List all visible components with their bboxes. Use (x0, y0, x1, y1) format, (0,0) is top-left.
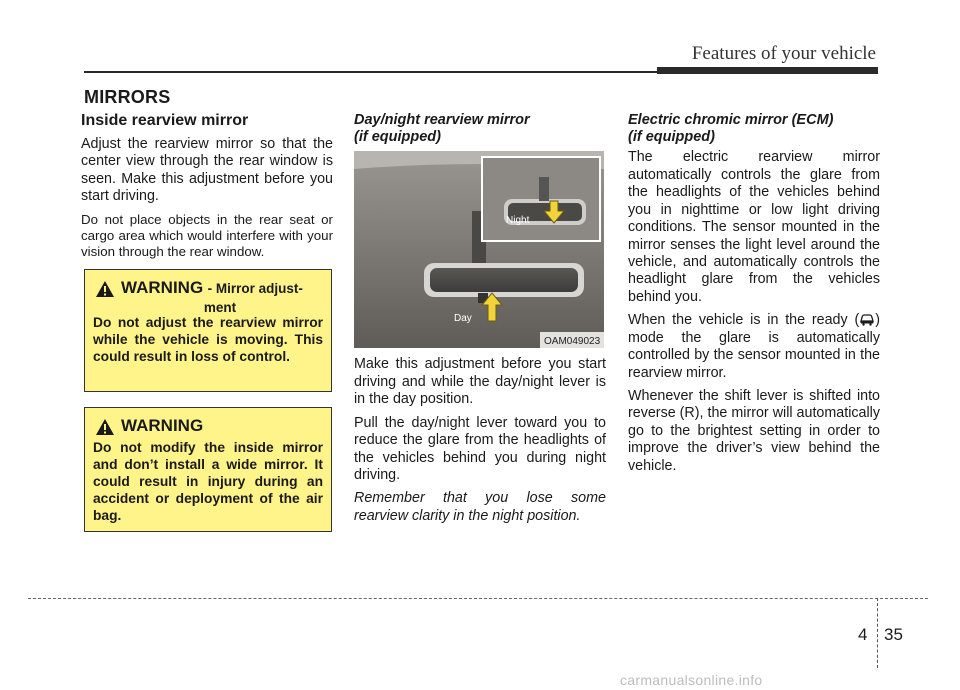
paragraph (628, 312, 880, 382)
warning-box-mirror-adjustment (84, 269, 332, 392)
footer-rule (28, 598, 928, 599)
warning-box-mirror-modify (84, 407, 332, 532)
subsection-heading (354, 112, 606, 145)
subsection-heading: Inside rearview mirror (81, 112, 249, 129)
warning-triangle-icon (95, 418, 115, 436)
paragraph: Whenever the shift lever is shifted into reverse (R), the mirror will automatically go to the brightest setting in order to improve the driver’s view behind the vehicle. (628, 388, 880, 474)
ready-car-icon (859, 312, 875, 326)
column-day-night-mirror (354, 112, 606, 531)
note-paragraph: Remember that you lose some rearview clarity in the night position. (354, 490, 606, 524)
warning-text: Do not adjust the rearview mirror while the vehicle is moving. This could result in loss of control. (93, 315, 323, 364)
rearview-mirror-illustration (354, 151, 604, 348)
paragraph: Make this adjustment before you start driving and while the day/night lever is in the day position. (354, 356, 606, 408)
text-span: When the vehicle is in the ready ( (628, 312, 860, 329)
heading-line: (if equipped) (628, 128, 715, 145)
warning-subtitle: - Mirror adjust- (207, 281, 303, 296)
day-label: Day (454, 313, 472, 325)
section-title: MIRRORS (84, 87, 171, 107)
warning-header (93, 416, 323, 436)
image-code: OAM049023 (544, 336, 601, 348)
mirror-photo (354, 151, 604, 348)
warning-title: WARNING (121, 416, 204, 435)
warning-text: Do not modify the inside mirror and don’t install a wide mirror. It could result in injury during an accident or deployment of the air bag. (93, 440, 323, 523)
paragraph: The electric rearview mirror automatically controls the glare from the headlights of the vehicles behind you in nighttime or low light driving conditions. The sensor mounted in the mirror senses the light level around the vehicle, and automatically controls the headlight glare from the vehicles behind you. (628, 149, 880, 305)
heading-line: Electric chromic mirror (ECM) (628, 112, 834, 128)
warning-triangle-icon (95, 280, 115, 298)
column-inside-mirror (81, 112, 333, 266)
watermark: carmanualsonline.info (620, 672, 763, 688)
page-number-divider (877, 598, 878, 668)
heading-line: Day/night rearview mirror (354, 112, 530, 128)
warning-title: WARNING (121, 278, 204, 297)
night-label: Night (506, 215, 530, 227)
header-rule (84, 71, 661, 73)
warning-header (93, 278, 323, 298)
paragraph: Adjust the rearview mirror so that the center view through the rear window is seen. Make this adjustment before you start driving. (81, 136, 333, 205)
text-span: ) mode the glare is automatically controlled by the sensor mounted in the rearview mirror. (628, 312, 880, 381)
header-rule-accent (657, 67, 878, 74)
page-number: 35 (884, 625, 903, 644)
heading-line: (if equipped) (354, 128, 441, 145)
chapter-number: 4 (858, 625, 868, 644)
subsection-heading (628, 112, 880, 145)
running-header: Features of your vehicle (691, 43, 876, 64)
paragraph: Pull the day/night lever toward you to reduce the glare from the headlights of the vehicles behind you during night driving. (354, 414, 606, 483)
column-ecm (628, 112, 880, 481)
paragraph: Do not place objects in the rear seat or cargo area which would interfere with your vision through the rear window. (81, 211, 333, 260)
warning-subtitle-cont: ment (203, 300, 237, 315)
